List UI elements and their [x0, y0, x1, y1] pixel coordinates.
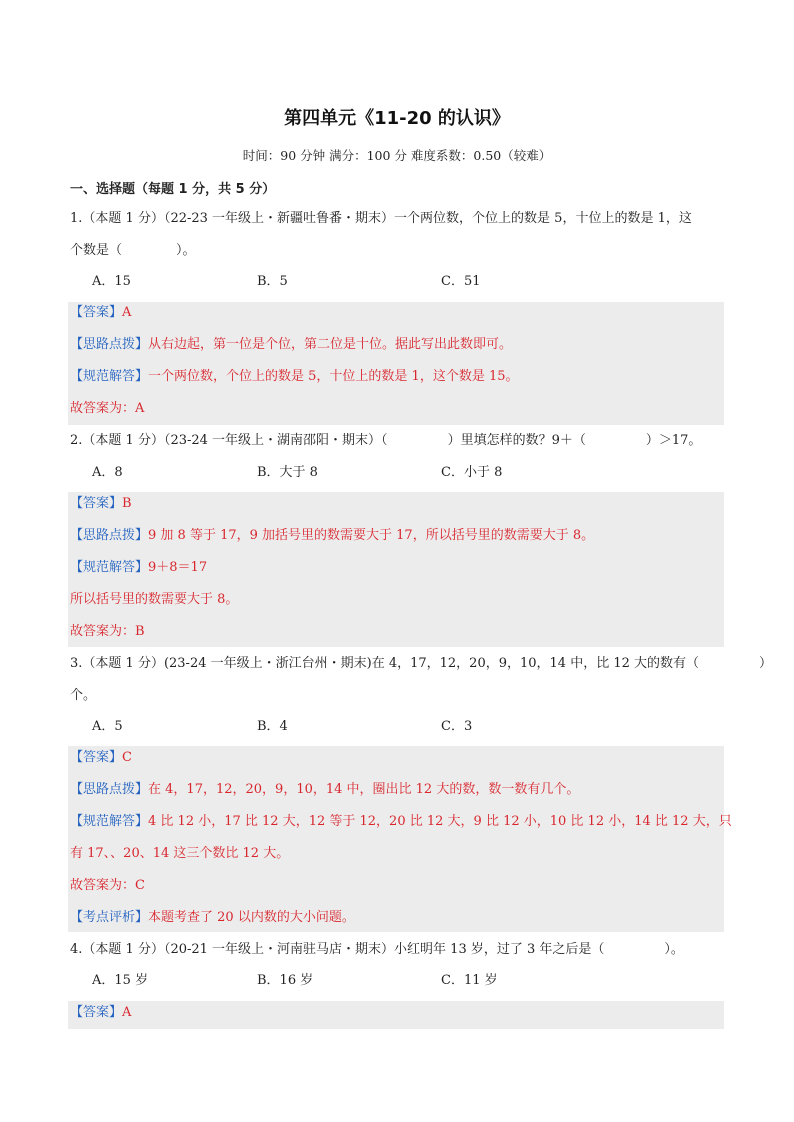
q1-stem-line1: 1.（本题 1 分）（22-23 一年级上・新疆吐鲁番・期末）一个两位数，个位上的数是 5，十位上的数是 1，这: [70, 211, 692, 226]
q1-stem-end: ）。: [176, 243, 196, 258]
q2-option-c: C．小于 8: [441, 465, 503, 480]
q2-option-a: A．8: [92, 465, 123, 480]
q3-answer-block: [68, 746, 724, 932]
q1-conclusion: 故答案为：A: [70, 401, 145, 416]
q3-stem-line1: 3.（本题 1 分）(23-24 一年级上・浙江台州・期末)在 4，17，12，20，9，10，14 中，比 12 大的数有（ ）: [70, 656, 773, 671]
q2-stem-line1: 2.（本题 1 分）（23-24 一年级上・湖南邵阳・期末）（ ）里填怎样的数？9＋（ ）＞17。: [70, 433, 702, 448]
q1-option-b: B．5: [257, 274, 288, 289]
q1-solution: 【规范解答】一个两位数，个位上的数是 5，十位上的数是 1，这个数是 15。: [70, 369, 519, 384]
section-heading: 一、选择题（每题 1 分，共 5 分）: [70, 182, 276, 197]
q3-hint: 【思路点拨】在 4，17，12，20，9，10，14 中，圈出比 12 大的数，数一数有几个。: [70, 782, 580, 797]
q4-option-c: C．11 岁: [441, 973, 498, 988]
page-title: 第四单元《11-20 的认识》: [284, 108, 510, 129]
q1-hint: 【思路点拨】从右边起，第一位是个位，第二位是十位。据此写出此数即可。: [70, 337, 513, 352]
q4-option-b: B．16 岁: [257, 973, 314, 988]
q4-answer: 【答案】A: [70, 1005, 132, 1020]
q3-answer: 【答案】C: [70, 750, 132, 765]
q4-option-a: A．15 岁: [92, 973, 149, 988]
q3-solution-line2: 有 17、、20、14 这三个数比 12 大。: [70, 846, 290, 861]
q3-solution: 【规范解答】4 比 12 小，17 比 12 大，12 等于 12，20 比 12 大，9 比 12 小，10 比 12 小，14 比 12 大，只: [70, 814, 732, 829]
q3-option-c: C．3: [441, 719, 473, 734]
q4-stem-line1: 4.（本题 1 分）（20-21 一年级上・河南驻马店・期末）小红明年 13 岁，过了 3 年之后是（ ）。: [70, 942, 684, 957]
q2-answer: 【答案】B: [70, 496, 132, 511]
q3-option-b: B．4: [257, 719, 288, 734]
q2-solution: 【规范解答】9＋8＝17: [70, 560, 208, 575]
q1-answer: 【答案】A: [70, 305, 132, 320]
q3-stem-line2: 个。: [70, 688, 97, 703]
q2-hint: 【思路点拨】9 加 8 等于 17，9 加括号里的数需要大于 17，所以括号里的数需要大于 8。: [70, 528, 595, 543]
q1-option-a: A．15: [92, 274, 131, 289]
q1-option-c: C．51: [441, 274, 481, 289]
q2-option-b: B．大于 8: [257, 465, 318, 480]
q1-stem-line2: [70, 241, 730, 261]
q1-stem-text: 个数是（: [70, 243, 123, 258]
q3-review: 【考点评析】本题考查了 20 以内数的大小问题。: [70, 910, 355, 925]
q3-option-a: A．5: [92, 719, 123, 734]
q3-conclusion: 故答案为：C: [70, 878, 145, 893]
q2-solution-line2: 所以括号里的数需要大于 8。: [70, 592, 239, 607]
q2-conclusion: 故答案为：B: [70, 624, 145, 639]
exam-meta: 时间：90 分钟 满分：100 分 难度系数：0.50（较难）: [242, 148, 552, 163]
